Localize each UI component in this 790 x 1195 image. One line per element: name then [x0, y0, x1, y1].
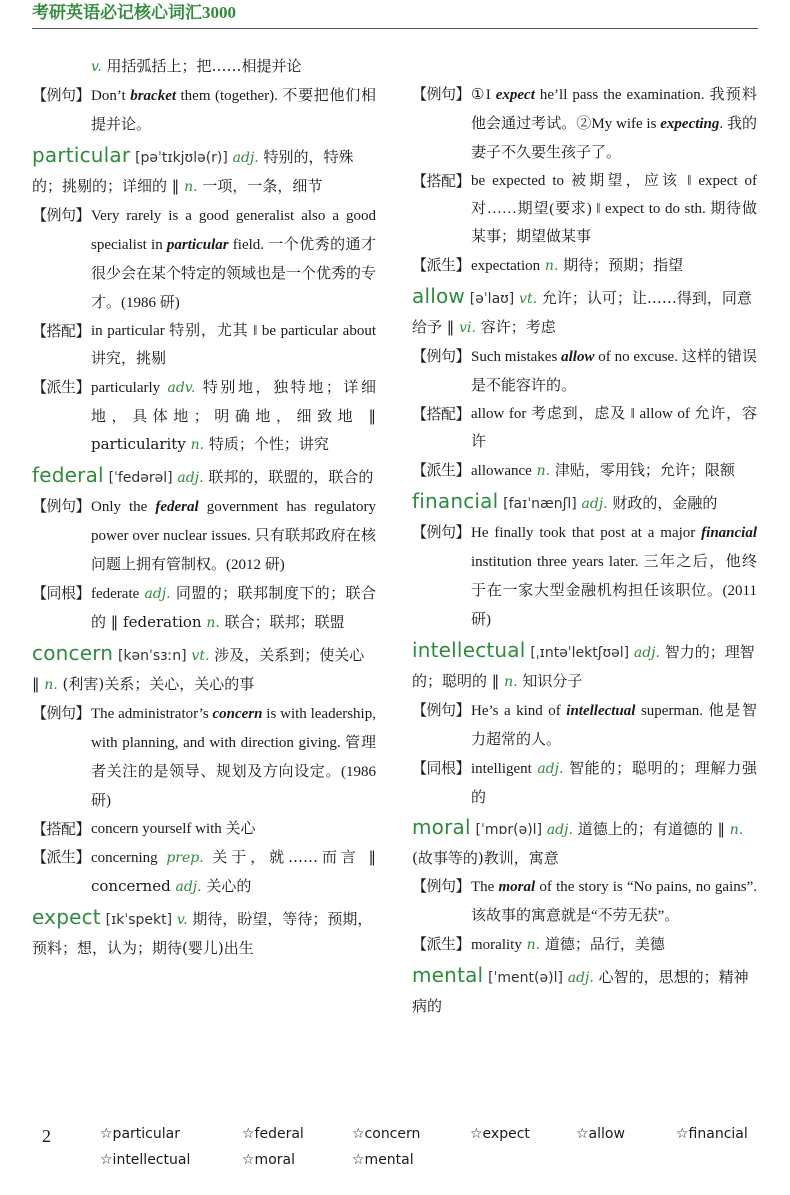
example-text: ①I [471, 87, 496, 103]
derivative-word: concerning [91, 850, 158, 866]
definition: (故事等的)教训，寓意 [412, 849, 559, 867]
example-row [32, 699, 376, 815]
example-text: He’s a kind of [471, 703, 567, 719]
example-text: Only the [91, 499, 156, 515]
index-word: ☆mental [352, 1152, 414, 1168]
pos-label: n. [206, 615, 220, 631]
headword: federal [32, 463, 104, 487]
headword: allow [412, 284, 465, 308]
keyword: financial [701, 525, 757, 541]
example-tag: 【例句】 [412, 877, 471, 895]
definition: (利害)关系；关心，关心的事 [62, 675, 255, 693]
example-row [32, 492, 376, 579]
example-text: institution three years later. 三年之后，他终于在一家大型金融机构担任该职位。(2011 研) [471, 554, 757, 628]
collocation-tag: 【搭配】 [32, 820, 91, 838]
keyword: concern [212, 706, 263, 722]
derivative-row [412, 251, 757, 280]
collocation-row [412, 167, 757, 251]
index-word: ☆intellectual [100, 1152, 191, 1168]
derivative-row [412, 456, 757, 485]
root-tag: 【同根】 [32, 584, 91, 602]
pos-label: n. [729, 822, 744, 838]
page-number: 2 [42, 1126, 51, 1146]
pos-label: adj. [537, 761, 564, 777]
collocation-row [412, 400, 757, 456]
pos-label: adv. [167, 380, 196, 396]
derivative-word: morality [471, 937, 522, 953]
entry-moral [412, 813, 757, 872]
pos-label: n. [190, 437, 205, 453]
pos-label: n. [504, 674, 518, 690]
pos-label: n. [44, 677, 58, 693]
pos-label: n. [184, 179, 198, 195]
left-column [32, 52, 376, 962]
definition: 道德；品行，美德 [544, 935, 665, 953]
example-text: superman. 他是智力超常的人。 [471, 703, 757, 748]
example-text: The administrator’s [91, 706, 213, 722]
definition: 一项，一条，细节 [202, 177, 323, 195]
pos-label: v. [91, 59, 102, 75]
phonetic: [ˈmɒr(ə)l] [475, 822, 543, 838]
entry-mental [412, 961, 757, 1020]
root-row [32, 579, 376, 637]
entry-expect [32, 903, 376, 962]
derivative-word: particularly [91, 380, 161, 396]
definition: 特别的，特殊的；挑剔的；详细的 ‖ [32, 148, 354, 195]
example-text: of the story is “No pains, no gains”. 该故事的寓意就是“不劳无获”。 [471, 879, 757, 924]
index-word: ☆concern [352, 1126, 421, 1142]
pos-label: vi. [459, 320, 476, 336]
example-text: is with leadership, with planning, and with direction giving. 管理者关注的是领导、规划及方向设定。(1986 研) [91, 706, 376, 809]
definition: 涉及，关系到；使关心 ‖ [32, 646, 365, 693]
keyword: allow [561, 349, 595, 365]
pos-label: adj. [232, 150, 259, 166]
derivative-row [32, 373, 376, 459]
pos-label: vt. [519, 291, 538, 307]
definition: 心智的，思想的；精神病的 [412, 968, 749, 1015]
example-row [412, 80, 757, 167]
page-header [0, 0, 790, 28]
phonetic: [pəˈtɪkjʊlə(r)] [135, 150, 228, 166]
definition: 智能的；聪明的；理解力强的 [471, 759, 757, 806]
definition: 联合；联邦；联盟 [224, 613, 345, 631]
example-tag: 【例句】 [412, 347, 471, 365]
example-tag: 【例句】 [32, 497, 91, 515]
index-word: ☆financial [676, 1126, 748, 1142]
example-text: Very rarely is a good generalist also a good specialist in [91, 208, 376, 253]
keyword: expecting [660, 116, 720, 132]
definition: 特别地，独特地；详细地，具体地；明确地，细致地 ‖ particularity [91, 378, 376, 453]
example-text: . 我的妻子不久要生孩子了。 [471, 116, 757, 161]
example-tag: 【例句】 [412, 701, 471, 719]
collocation-tag: 【搭配】 [32, 322, 91, 340]
entry-financial [412, 487, 757, 518]
example-text: He finally took that post at a major [471, 525, 702, 541]
example-text: field. 一个优秀的通才很少会在某个特定的领域也是一个优秀的专才。(1986 研) [91, 237, 377, 311]
example-row [412, 872, 757, 930]
definition: 智力的；理智的；聪明的 ‖ [412, 643, 755, 690]
headword: financial [412, 489, 499, 513]
phonetic: [ˈfedərəl] [108, 470, 173, 486]
header-divider [32, 28, 758, 29]
collocation-text: be expected to 被期望，应该 ‖ expect of 对……期望(要求) ‖ expect to do sth. 期待做某事；期望做某事 [471, 173, 757, 245]
definition: 期待；预期；指望 [563, 256, 684, 274]
definition: 同盟的；联邦制度下的；联合的 ‖ federation [91, 584, 376, 631]
right-column [412, 80, 757, 1020]
example-row [412, 518, 757, 634]
keyword: federal [155, 499, 199, 515]
pos-label: n. [526, 937, 541, 953]
derivative-tag: 【派生】 [412, 461, 471, 479]
example-row [412, 342, 757, 400]
example-text: Don’t [91, 88, 131, 104]
root-word: intelligent [471, 761, 532, 777]
phonetic: [ˈment(ə)l] [488, 970, 563, 986]
definition: 期待，盼望，等待；预期，预料；想，认为；期待(婴儿)出生 [32, 910, 373, 957]
example-tag: 【例句】 [412, 523, 471, 541]
headword: expect [32, 905, 101, 929]
keyword: bracket [130, 88, 177, 104]
index-word: ☆moral [242, 1152, 295, 1168]
derivative-word: expectation [471, 258, 541, 274]
pos-label: prep. [166, 850, 204, 866]
book-title: 考研英语必记核心词汇3000 [32, 3, 236, 22]
derivative-word: allowance [471, 463, 532, 479]
example-text: of no excuse. 这样的错误是不能容许的。 [471, 349, 757, 394]
root-row [412, 754, 757, 811]
pos-label: adj. [144, 586, 171, 602]
entry-allow [412, 282, 757, 342]
entry-concern [32, 639, 376, 699]
example-text: them (together). 不要把他们相提并论。 [91, 88, 376, 133]
phonetic: [kənˈsɜːn] [117, 648, 187, 664]
index-word: ☆expect [470, 1126, 530, 1142]
pos-label: adj. [581, 496, 608, 512]
collocation-text: in particular 特别，尤其 ‖ be particular about 讲究，挑剔 [91, 323, 376, 367]
example-row [32, 201, 376, 317]
collocation-row [32, 815, 376, 843]
definition: 关于，就……而言 ‖ concerned [91, 848, 376, 895]
pos-label: adj. [175, 879, 202, 895]
derivative-tag: 【派生】 [32, 378, 91, 396]
headword: mental [412, 963, 484, 987]
definition: 关心的 [206, 877, 252, 895]
pos-label: n. [544, 258, 559, 274]
index-word: ☆particular [100, 1126, 180, 1142]
phonetic: [faɪˈnænʃl] [503, 496, 577, 512]
root-tag: 【同根】 [412, 759, 471, 777]
pos-label: adj. [546, 822, 573, 838]
headword: particular [32, 143, 131, 167]
keyword: particular [166, 237, 229, 253]
definition: 财政的，金融的 [612, 494, 718, 512]
index-word: ☆federal [242, 1126, 304, 1142]
derivative-row [32, 843, 376, 901]
definition: 道德上的；有道德的 ‖ [577, 820, 725, 838]
definition: 知识分子 [522, 672, 583, 690]
entry-intellectual [412, 636, 757, 696]
pos-label: adj. [177, 470, 204, 486]
continued-definition [32, 52, 376, 81]
derivative-tag: 【派生】 [32, 848, 91, 866]
headword: intellectual [412, 638, 526, 662]
phonetic: [ɪkˈspekt] [105, 912, 173, 928]
entry-particular [32, 141, 376, 201]
phonetic: [ˌɪntəˈlektʃʊəl] [530, 645, 630, 661]
keyword: moral [498, 879, 536, 895]
pos-label: vt. [191, 648, 210, 664]
phonetic: [əˈlaʊ] [469, 291, 515, 307]
entry-federal [32, 461, 376, 492]
keyword: expect [495, 87, 535, 103]
collocation-text: allow for 考虑到，虑及 ‖ allow of 允许，容许 [471, 406, 757, 450]
definition: 联邦的，联盟的，联合的 [208, 468, 374, 486]
root-word: federate [91, 586, 140, 602]
example-tag: 【例句】 [32, 86, 91, 104]
pos-label: adj. [633, 645, 660, 661]
example-tag: 【例句】 [32, 704, 91, 722]
example-text: government has regulatory power over nuclear issues. 只有联邦政府在核问题上拥有管制权。(2012 研) [91, 499, 377, 573]
definition: 容许；考虑 [480, 318, 556, 336]
collocation-text: concern yourself with 关心 [91, 821, 256, 837]
derivative-tag: 【派生】 [412, 935, 471, 953]
keyword: intellectual [566, 703, 636, 719]
example-text: The [471, 879, 499, 895]
headword: moral [412, 815, 471, 839]
example-text: he’ll pass the examination. 我预料他会通过考试。②My wife is [471, 87, 757, 132]
collocation-tag: 【搭配】 [412, 405, 471, 423]
example-text: Such mistakes [471, 349, 562, 365]
definition: 津贴，零用钱；允许；限额 [554, 461, 735, 479]
collocation-tag: 【搭配】 [412, 172, 471, 190]
definition: 允许；认可；让……得到，同意给予 ‖ [412, 289, 752, 336]
definition: 用括弧括上；把……相提并论 [106, 57, 302, 75]
pos-label: v. [176, 912, 188, 928]
pos-label: n. [536, 463, 551, 479]
example-tag: 【例句】 [412, 85, 471, 103]
derivative-tag: 【派生】 [412, 256, 471, 274]
example-tag: 【例句】 [32, 206, 91, 224]
derivative-row [412, 930, 757, 959]
example-row [32, 81, 376, 139]
definition: 特质；个性；讲究 [208, 435, 329, 453]
headword: concern [32, 641, 114, 665]
index-word: ☆allow [576, 1126, 625, 1142]
pos-label: adj. [567, 970, 594, 986]
example-row [412, 696, 757, 754]
collocation-row [32, 317, 376, 373]
